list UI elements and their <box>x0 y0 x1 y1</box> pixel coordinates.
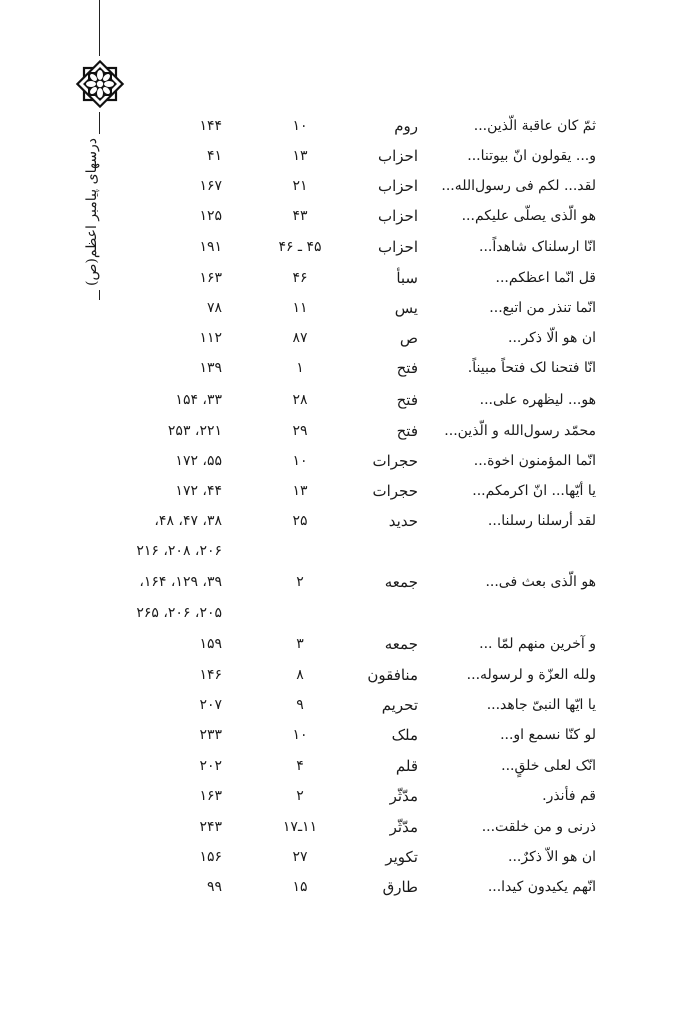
surah-cell: ص <box>399 329 418 347</box>
page-cell: ۱۱۲ <box>199 330 222 346</box>
verse-cell: هو... لیظهره علی... <box>479 392 596 408</box>
index-row <box>0 294 700 322</box>
page-cell: ۱۳۹ <box>199 360 222 376</box>
verse-cell: هو الّذی یصلّی علیکم... <box>461 208 596 224</box>
index-row <box>0 172 700 200</box>
ayah-cell: ۱۰ <box>292 727 308 743</box>
ayah-cell: ۲ <box>296 574 304 590</box>
page-cell: ۱۵۹ <box>199 636 222 652</box>
ayah-cell: ۲ <box>296 788 304 804</box>
index-row <box>0 568 700 596</box>
verse-cell: و آخرین منهم لمّا ... <box>479 636 596 652</box>
surah-cell: احزاب <box>377 177 418 195</box>
surah-cell: جمعه <box>384 635 418 653</box>
verse-cell: انّا فتحنا لک فتحاً مبیناً. <box>467 360 596 376</box>
page-cell: ۳۳، ۱۵۴ <box>175 392 222 408</box>
ayah-cell: ۸ <box>296 667 304 683</box>
surah-cell: طارق <box>382 878 418 896</box>
page-cell: ۱۴۴ <box>199 118 222 134</box>
page-cell: ۱۹۱ <box>199 239 222 255</box>
page-cell: ۱۴۶ <box>199 667 222 683</box>
verse-cell: یا ایّها النبیّ جاهد... <box>486 697 596 713</box>
verse-cell: انّما المؤمنون اخوة... <box>473 453 596 469</box>
verse-cell: و... یقولون انّ بیوتنا... <box>467 148 596 164</box>
ayah-cell: ۱۱ـ۱۷ <box>282 819 318 835</box>
ayah-cell: ۱۰ <box>292 118 308 134</box>
running-head: درسهای پیامبر اعظم(ص) <box>84 134 100 290</box>
index-row <box>0 233 700 261</box>
ayah-cell: ۱۵ <box>292 879 308 895</box>
index-row <box>0 752 700 780</box>
surah-cell: مدّثّر <box>389 787 418 805</box>
verse-cell: ان هو الّا ذکر... <box>508 330 596 346</box>
surah-cell: احزاب <box>377 238 418 256</box>
index-row <box>0 599 700 627</box>
page-cell: ۱۶۳ <box>199 788 222 804</box>
index-row <box>0 142 700 170</box>
verse-cell: ولله العزّة و لرسوله... <box>466 667 596 683</box>
index-row <box>0 813 700 841</box>
surah-cell: فتح <box>396 422 418 440</box>
index-row <box>0 507 700 535</box>
surah-cell: حجرات <box>372 482 418 500</box>
page-cell: ۱۵۶ <box>199 849 222 865</box>
surah-cell: احزاب <box>377 207 418 225</box>
ayah-cell: ۴۶ <box>292 270 308 286</box>
page-cell: ۲۴۳ <box>199 819 222 835</box>
surah-cell: تحریم <box>381 696 418 714</box>
ayah-cell: ۸۷ <box>292 330 308 346</box>
ayah-cell: ۲۷ <box>292 849 308 865</box>
page-cell: ۲۰۲ <box>199 758 222 774</box>
verse-cell: انّک لعلی خلقٍ... <box>501 758 596 774</box>
verse-cell: ان هو الاّ ذکرٌ... <box>508 849 596 865</box>
verse-cell: محمّد رسول‌الله و الّذین... <box>444 423 596 439</box>
index-row <box>0 447 700 475</box>
index-row <box>0 264 700 292</box>
ayah-cell: ۲۹ <box>292 423 308 439</box>
page-cell: ۴۴، ۱۷۲ <box>175 483 222 499</box>
index-row <box>0 873 700 901</box>
ayah-cell: ۳ <box>296 636 304 652</box>
page-cell: ۲۰۵، ۲۰۶، ۲۶۵ <box>136 605 222 621</box>
surah-cell: ملک <box>391 726 418 744</box>
verse-cell: انّهم یکیدون کیدا... <box>487 879 596 895</box>
surah-cell: روم <box>394 117 418 135</box>
ayah-cell: ۱۱ <box>292 300 308 316</box>
ayah-cell: ۱۰ <box>292 453 308 469</box>
page-cell: ۲۳۳ <box>199 727 222 743</box>
page-cell: ۲۰۶، ۲۰۸، ۲۱۶ <box>136 543 222 559</box>
ayah-cell: ۲۵ <box>292 513 308 529</box>
index-row <box>0 417 700 445</box>
page-cell: ۱۶۳ <box>199 270 222 286</box>
page-cell: ۴۱ <box>206 148 222 164</box>
surah-cell: حدید <box>388 512 418 530</box>
verse-cell: قل انّما اعظکم... <box>495 270 596 286</box>
page-cell: ۷۸ <box>206 300 222 316</box>
page-cell: ۳۸، ۴۷، ۴۸، <box>154 513 222 529</box>
index-row <box>0 477 700 505</box>
index-row <box>0 843 700 871</box>
ayah-cell: ۴۳ <box>292 208 308 224</box>
index-row <box>0 782 700 810</box>
surah-cell: قلم <box>395 757 418 775</box>
ayah-cell: ۲۸ <box>292 392 308 408</box>
surah-cell: یس <box>394 299 418 317</box>
verse-cell: ثمّ کان عاقبة الّذین... <box>473 118 596 134</box>
page-cell: ۱۶۷ <box>199 178 222 194</box>
surah-cell: تکویر <box>385 848 418 866</box>
index-row <box>0 691 700 719</box>
surah-cell: فتح <box>396 359 418 377</box>
surah-cell: سبأ <box>396 269 418 287</box>
verse-cell: یا أیّها... انّ اکرمکم... <box>472 483 596 499</box>
verse-cell: قم فأنذر. <box>542 788 596 804</box>
verse-cell: لو کنّا نسمع او... <box>500 727 596 743</box>
surah-cell: منافقون <box>367 666 418 684</box>
surah-cell: جمعه <box>384 573 418 591</box>
ayah-cell: ۱۳ <box>292 483 308 499</box>
page-cell: ۵۵، ۱۷۲ <box>175 453 222 469</box>
ayah-cell: ۱۳ <box>292 148 308 164</box>
ayah-cell: ۴ <box>296 758 304 774</box>
index-row <box>0 721 700 749</box>
ayah-cell: ۱ <box>296 360 304 376</box>
ayah-cell: ۲۱ <box>292 178 308 194</box>
index-row <box>0 630 700 658</box>
surah-cell: احزاب <box>377 147 418 165</box>
page-cell: ۲۲۱، ۲۵۳ <box>167 423 222 439</box>
index-row <box>0 202 700 230</box>
page-cell: ۲۰۷ <box>199 697 222 713</box>
verse-cell: انّما تنذر من اتبع... <box>489 300 596 316</box>
ayah-cell: ۴۵ ـ ۴۶ <box>278 239 322 255</box>
page-cell: ۹۹ <box>206 879 222 895</box>
ayah-cell: ۹ <box>296 697 304 713</box>
index-row <box>0 112 700 140</box>
page-cell: ۱۲۵ <box>199 208 222 224</box>
surah-cell: مدّثّر <box>389 818 418 836</box>
verse-cell: لقد... لکم فی رسول‌الله... <box>441 178 596 194</box>
verse-cell: انّا ارسلناک شاهداً... <box>479 239 596 255</box>
index-row <box>0 354 700 382</box>
page-cell: ۳۹، ۱۲۹، ۱۶۴، <box>139 574 222 590</box>
verse-cell: لقد أرسلنا رسلنا... <box>487 513 596 529</box>
index-row <box>0 661 700 689</box>
verse-cell: هو الّذی بعث فی... <box>485 574 596 590</box>
index-row <box>0 537 700 565</box>
index-row <box>0 324 700 352</box>
verse-cell: ذرنی و من خلقت... <box>481 819 596 835</box>
surah-cell: فتح <box>396 391 418 409</box>
index-row <box>0 386 700 414</box>
surah-cell: حجرات <box>372 452 418 470</box>
